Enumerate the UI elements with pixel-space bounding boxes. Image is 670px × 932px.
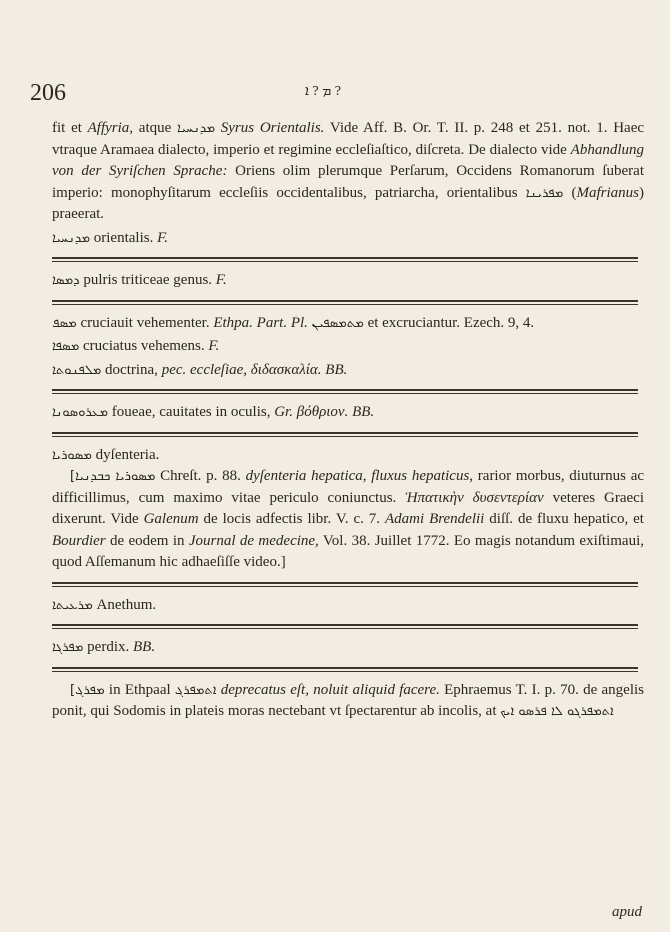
- intro-t8: (: [563, 184, 577, 201]
- entry-grammar: Ethpa. Part. Pl.: [213, 314, 308, 331]
- entry-source: Gr. βόθριον. BB.: [274, 404, 375, 420]
- entry-text: Anethum.: [92, 596, 157, 613]
- entry-text: perdix.: [83, 639, 133, 655]
- syriac-headword: ܡܪܥܝܬܐ: [52, 597, 93, 613]
- note-t5: veteres Graeci dixerunt. Vide: [52, 489, 644, 527]
- entry-text: cruciatus vehemens.: [79, 338, 209, 354]
- final-t2: deprecatus eſt, noluit aliquid facere.: [216, 681, 440, 698]
- intro-t3: , atque: [129, 120, 178, 136]
- note-t3: rarior morbus, diuturnus ac difficillimus, cum maximo vitae periculo coniunctus.: [52, 468, 645, 506]
- running-header: ܡ ? ܐ ?: [305, 84, 341, 99]
- final-t1: in Ethpaal: [104, 681, 175, 698]
- entry-source: BB.: [133, 639, 156, 655]
- entry-text: foueae, cauitates in oculis,: [108, 404, 275, 420]
- entry-text-2: et excruciantur. Ezech. 9, 4.: [363, 314, 535, 331]
- note-t2: dyſenteria hepatica, fluxus hepaticus,: [245, 468, 474, 484]
- intro-t4: Syrus Orientalis.: [215, 120, 325, 136]
- section-divider: [52, 389, 638, 394]
- intro-t1: fit et: [52, 120, 88, 136]
- catchword: apud: [612, 904, 642, 920]
- entry-anethum: [52, 595, 644, 617]
- syriac-word: ܡܕܢܚܝܐ: [177, 121, 216, 136]
- note-t13: Vol. 38. Juillet 1772. Eo magis notandum exiſtimaui, quod Aſſemanum hic adhaeſiſſe video.]: [52, 532, 644, 570]
- entry-cruciauit: [52, 313, 644, 335]
- intro-paragraph: [52, 118, 644, 226]
- syriac-headword: ܡܕܢܚܝܐ: [52, 230, 90, 246]
- entry-dysenteria: [52, 445, 644, 467]
- dysenteria-note: [52, 466, 644, 574]
- entry-source: F.: [208, 338, 220, 354]
- syriac-word: ܐܬܡܦܪܓ: [174, 682, 217, 698]
- intro-t6: Abhandlung von der Syriſchen Sprache:: [52, 141, 644, 179]
- section-divider: [52, 624, 638, 629]
- entry-text: dyſenteria.: [91, 446, 160, 463]
- section-divider: [52, 582, 638, 587]
- syriac-headword: ܡܥܪܘܣܘܢܐ: [52, 405, 109, 420]
- entry-source: BB.: [321, 361, 348, 378]
- note-t11: de eodem in: [105, 532, 189, 549]
- entry-foueae: [52, 402, 644, 424]
- syriac-word: ܡܬܡܣܦܝܢ: [311, 315, 364, 331]
- entry-note: pec. eccleſiae, διδασκαλία.: [161, 361, 322, 378]
- syriac-headword: ܡܦܪܓܐ: [52, 640, 84, 655]
- intro-t2: Affyria: [87, 120, 130, 136]
- section-divider: [52, 257, 638, 262]
- syriac-phrase: [ܡܣܘܪܝܐ ܟܒܕܢܝܐ: [70, 469, 156, 484]
- syriac-headword: ܕܡܣܐ: [52, 273, 80, 288]
- page-number: 206: [30, 80, 66, 106]
- syriac-headword: ܡܣܘܪܝܐ: [52, 447, 92, 463]
- entry-source: F.: [215, 272, 227, 288]
- final-t3: Ephraemus T. I. p. 70. de angelis ponit, qui Sodomis in plateis moras nectebant vt ſpectarentur ab incolis, at: [52, 681, 645, 719]
- entry-doctrina: [52, 360, 644, 382]
- final-paragraph: [52, 680, 644, 723]
- entry-text: pulris triticeae genus.: [79, 272, 216, 288]
- note-t12: Journal de medecine,: [188, 532, 319, 549]
- intro-t9: Mafrianus: [576, 184, 639, 201]
- entry-orientalis: [52, 228, 644, 250]
- entry-text: orientalis.: [90, 229, 158, 246]
- entry-perdix: [52, 637, 644, 659]
- syriac-headword: ܡܣܦ: [52, 315, 77, 331]
- section-divider: [52, 300, 638, 305]
- note-t8: Adami Brendelii: [384, 511, 485, 527]
- entry-cruciatus: [52, 336, 644, 358]
- note-t1: Chreſt. p. 88.: [155, 468, 246, 484]
- section-divider: [52, 667, 638, 672]
- intro-t7: Oriens olim plerumque Perſarum, Occidens Romanorum ſuberat imperio: monophyſitarum eccleſiis occidentalibus, patriarcha, orientalibus: [52, 163, 644, 201]
- intro-t5: Vide Aff. B. Or. T. II. p. 248 et 251. not. 1. Haec vtraque Aramaea dialecto, imperio et regimine eccleſiaſtico, diſcreta. De dialecto vide: [52, 120, 645, 158]
- note-t9: diſſ. de fluxu hepatico, et: [484, 511, 644, 527]
- entry-text: cruciauit vehementer.: [76, 314, 214, 331]
- syriac-headword: ܡܣܦܐ: [52, 339, 80, 354]
- note-t10: Bourdier: [52, 532, 106, 549]
- entry-text: doctrina,: [101, 361, 162, 378]
- section-divider: [52, 432, 638, 437]
- page-body: [52, 118, 644, 723]
- note-t6: Galenum: [143, 511, 199, 527]
- note-t4: Ἡπατικὴν δυσεντερίαν: [405, 489, 544, 506]
- entry-source: F.: [157, 229, 169, 246]
- syriac-word: ܡܦܪܝܢܐ: [525, 185, 564, 201]
- note-t7: de locis adfectis libr. V. c. 7.: [198, 511, 385, 527]
- syriac-headword: ܡܠܦܢܘܬܐ: [52, 362, 102, 378]
- intro-t10: ) praeerat.: [52, 184, 644, 222]
- entry-pulris: [52, 270, 644, 292]
- syriac-phrase: ܐܬܡܦܪܓܘ ܠܐ ܦܪܣܘ ܐܝܟ: [500, 704, 614, 719]
- syriac-word: [ܡܦܪܓ: [70, 682, 105, 698]
